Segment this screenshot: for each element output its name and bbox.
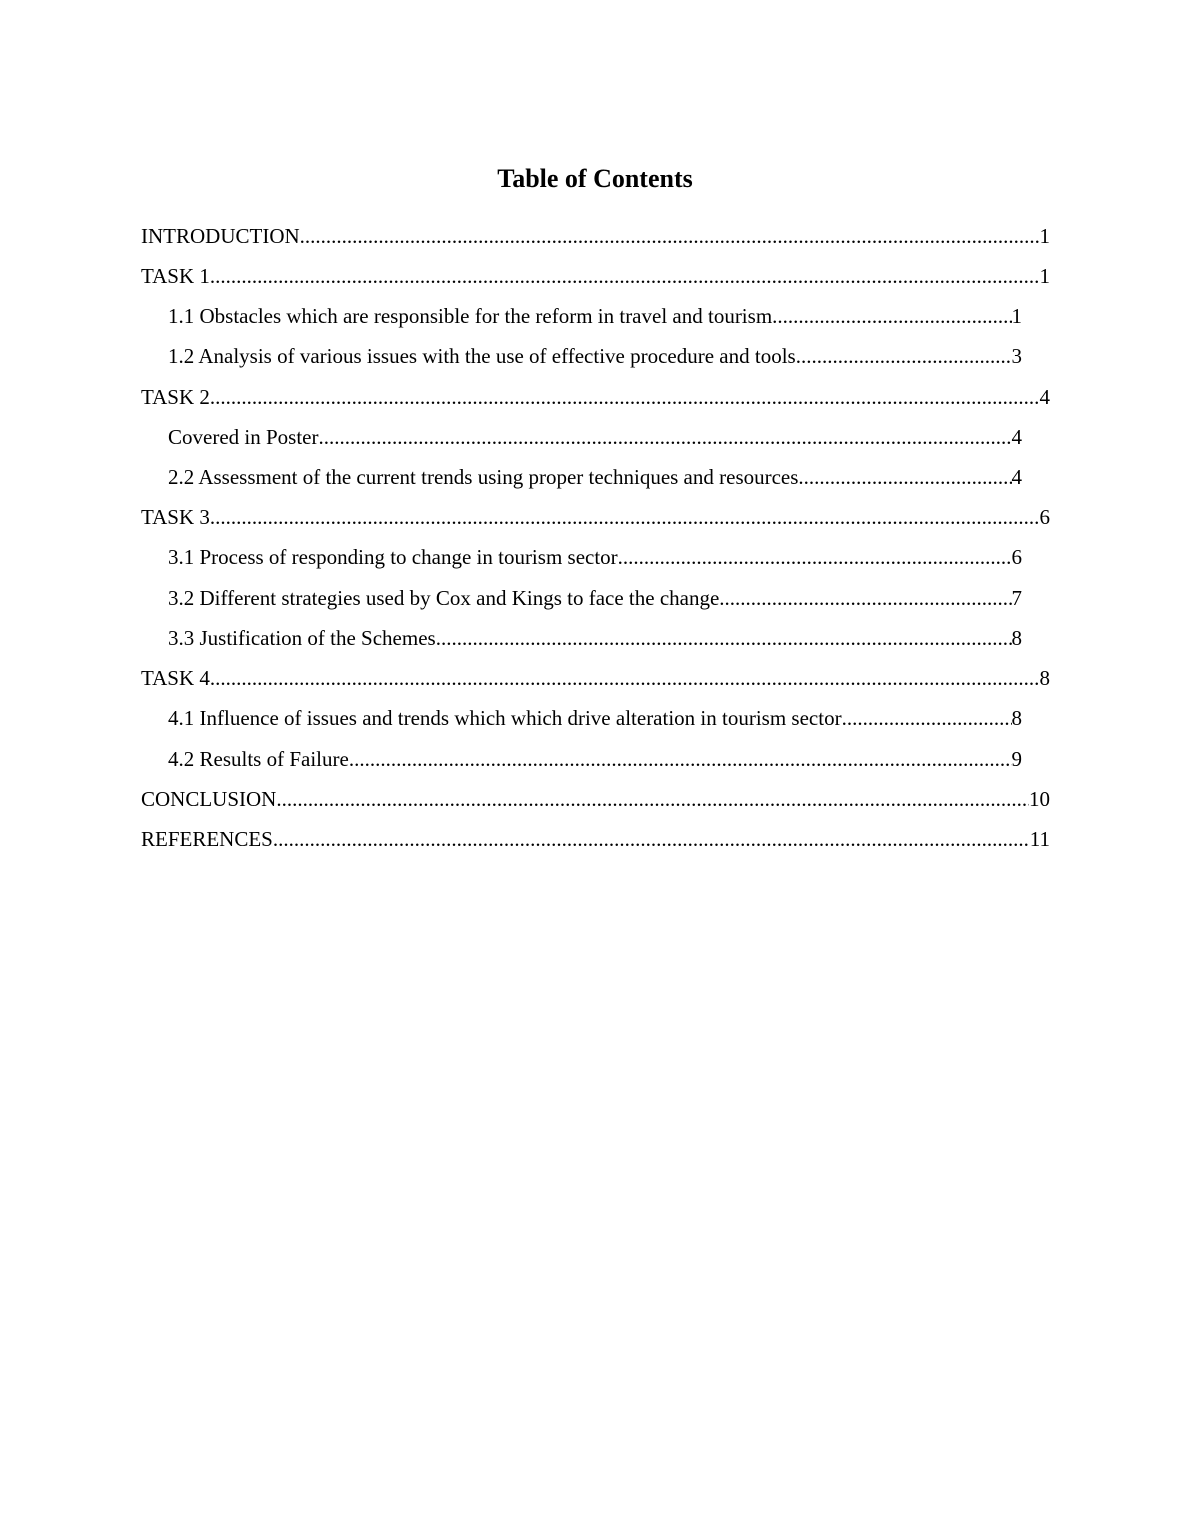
toc-page-number: 3: [1011, 344, 1022, 368]
toc-entry-4-1[interactable]: [168, 698, 1022, 738]
toc-dot-leader: [618, 537, 1012, 577]
toc-entry-label: 2.2 Assessment of the current trends using proper techniques and resources: [168, 465, 799, 489]
toc-dot-leader: [210, 658, 1040, 698]
toc-entry-task-1[interactable]: [141, 256, 1050, 296]
toc-dot-leader: [300, 216, 1040, 256]
toc-page-number: 6: [1011, 545, 1022, 569]
toc-entry-label: TASK 3: [141, 505, 210, 529]
toc-dot-leader: [273, 819, 1030, 859]
toc-dot-leader: [210, 256, 1040, 296]
toc-page-number: 9: [1011, 747, 1022, 771]
toc-page-number: 1: [1011, 304, 1022, 328]
toc-page-number: 8: [1039, 666, 1050, 690]
toc-page-number: 11: [1029, 827, 1050, 851]
toc-page-number: 8: [1011, 626, 1022, 650]
toc-dot-leader: [210, 497, 1040, 537]
toc-entry-3-1[interactable]: [168, 537, 1022, 577]
toc-title: Table of Contents: [497, 164, 693, 193]
toc-page-number: 6: [1039, 505, 1050, 529]
toc-entry-label: 3.1 Process of responding to change in tourism sector: [168, 545, 618, 569]
toc-entry-task-2[interactable]: [141, 377, 1050, 417]
toc-dot-leader: [796, 336, 1012, 376]
toc-page-number: 4: [1039, 385, 1050, 409]
toc-entry-label: 1.2 Analysis of various issues with the use of effective procedure and tools: [168, 344, 796, 368]
toc-page-number: 10: [1029, 787, 1050, 811]
toc-entry-1-2[interactable]: [168, 336, 1022, 376]
toc-entry-label: TASK 4: [141, 666, 210, 690]
toc-entry-conclusion[interactable]: [141, 779, 1050, 819]
toc-entry-introduction[interactable]: [141, 216, 1050, 256]
toc-entry-label: 1.1 Obstacles which are responsible for the reform in travel and tourism: [168, 304, 773, 328]
toc-dot-leader: [276, 779, 1029, 819]
toc-dot-leader: [798, 457, 1011, 497]
toc-entry-label: 4.2 Results of Failure: [168, 747, 349, 771]
toc-entry-label: 3.2 Different strategies used by Cox and Kings to face the change: [168, 586, 720, 610]
toc-page-number: 8: [1011, 706, 1022, 730]
toc-entry-label: 4.1 Influence of issues and trends which which drive alteration in tourism sector: [168, 706, 842, 730]
toc-entry-label: REFERENCES: [141, 827, 273, 851]
toc-entry-4-2[interactable]: [168, 739, 1022, 779]
toc-entry-3-2[interactable]: [168, 578, 1022, 618]
toc-entry-label: INTRODUCTION: [141, 224, 300, 248]
toc-dot-leader: [210, 377, 1040, 417]
toc-entry-label: 3.3 Justification of the Schemes: [168, 626, 436, 650]
toc-page-number: 1: [1039, 224, 1050, 248]
toc-entry-label: CONCLUSION: [141, 787, 277, 811]
toc-page-number: 4: [1011, 465, 1022, 489]
toc-entry-task-4[interactable]: [141, 658, 1050, 698]
toc-entry-label: TASK 2: [141, 385, 210, 409]
toc-entry-1-1[interactable]: [168, 296, 1022, 336]
toc-page-number: 4: [1011, 425, 1022, 449]
toc-entry-label: Covered in Poster: [168, 425, 319, 449]
toc-dot-leader: [349, 739, 1012, 779]
toc-page-number: 7: [1011, 586, 1022, 610]
toc-entry-task-3[interactable]: [141, 497, 1050, 537]
toc-dot-leader: [772, 296, 1011, 336]
toc-dot-leader: [436, 618, 1012, 658]
toc-entry-covered-in-poster[interactable]: [168, 417, 1022, 457]
toc-dot-leader: [842, 698, 1012, 738]
toc-entry-2-2[interactable]: [168, 457, 1022, 497]
toc-entry-references[interactable]: [141, 819, 1050, 859]
toc-entry-3-3[interactable]: [168, 618, 1022, 658]
toc-entry-label: TASK 1: [141, 264, 210, 288]
toc-page-number: 1: [1039, 264, 1050, 288]
toc-dot-leader: [318, 417, 1011, 457]
toc-dot-leader: [719, 578, 1011, 618]
